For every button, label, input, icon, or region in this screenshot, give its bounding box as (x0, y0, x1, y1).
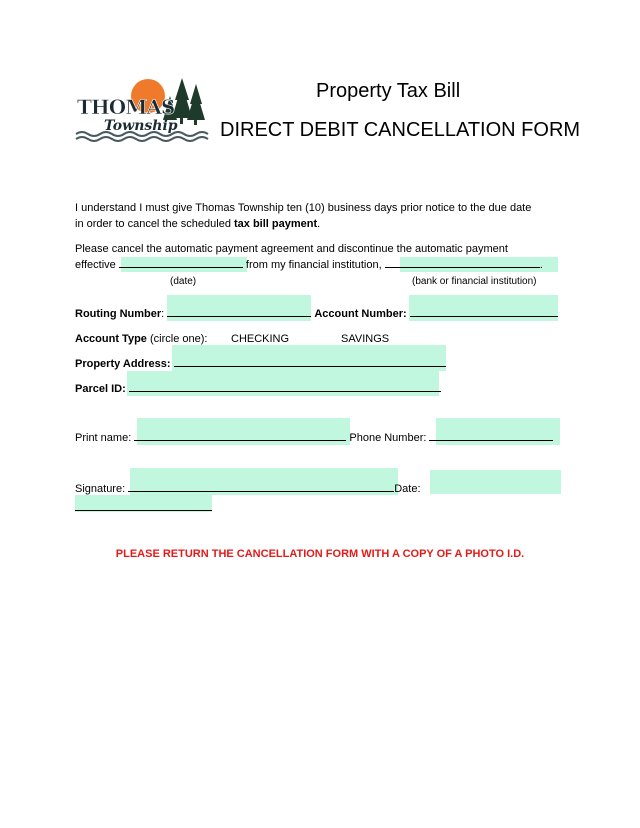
print-name-line (75, 431, 553, 445)
savings-option[interactable]: SAVINGS (341, 333, 390, 345)
thomas-township-logo (74, 74, 210, 142)
date-underline (75, 510, 212, 511)
property-address-line (75, 357, 446, 371)
property-address-underline (174, 366, 446, 367)
account-type-hint: (circle one): (149, 333, 208, 345)
routing-underline (167, 316, 311, 317)
institution-underline (385, 267, 540, 268)
signature-line (75, 482, 421, 496)
phone-underline (429, 440, 553, 441)
checking-option[interactable]: CHECKING (231, 333, 290, 345)
request-end-period: . (539, 259, 543, 271)
routing-colon: : (161, 308, 165, 320)
date-field[interactable] (430, 470, 561, 494)
logo-text-thomas: THOMAS (77, 95, 175, 119)
intro-line-2 (75, 217, 320, 231)
property-address-label: Property Address: (75, 358, 171, 370)
signature-underline (128, 491, 394, 492)
effective-date-underline (119, 267, 243, 268)
institution-label: from my financial institution, (245, 259, 382, 271)
parcel-id-underline (129, 391, 441, 392)
parcel-id-label: Parcel ID: (75, 383, 126, 395)
intro-line-2-end: . (317, 218, 321, 230)
intro-line-2-text: in order to cancel the scheduled (75, 218, 234, 230)
date-label: Date: (394, 483, 421, 495)
account-underline (410, 316, 558, 317)
request-line-2 (75, 258, 543, 272)
signature-label: Signature: (75, 483, 126, 495)
return-notice: PLEASE RETURN THE CANCELLATION FORM WITH A COPY OF A PHOTO I.D. (115, 548, 525, 560)
logo-text-township: Township (104, 118, 178, 134)
print-name-underline (134, 440, 346, 441)
request-line-1: Please cancel the automatic payment agreement and discontinue the automatic payment (75, 243, 508, 255)
account-number-label: Account Number: (314, 308, 407, 320)
account-type-line (75, 332, 207, 346)
routing-number-label: Routing Number (75, 308, 162, 320)
document-title: Property Tax Bill (316, 80, 461, 102)
date-hint: (date) (170, 276, 197, 287)
phone-number-label: Phone Number: (349, 432, 427, 444)
bank-hint: (bank or financial institution) (412, 276, 537, 287)
intro-line-1: I understand I must give Thomas Township ten (10) business days prior notice to the due date (75, 202, 532, 214)
intro-bold-tax-bill-payment: tax bill payment (234, 218, 318, 230)
account-type-label: Account Type (75, 333, 147, 345)
routing-account-line (75, 307, 558, 321)
print-name-label: Print name: (75, 432, 132, 444)
parcel-id-line (75, 382, 441, 396)
document-subtitle: DIRECT DEBIT CANCELLATION FORM (220, 119, 581, 141)
effective-label: effective (75, 259, 116, 271)
